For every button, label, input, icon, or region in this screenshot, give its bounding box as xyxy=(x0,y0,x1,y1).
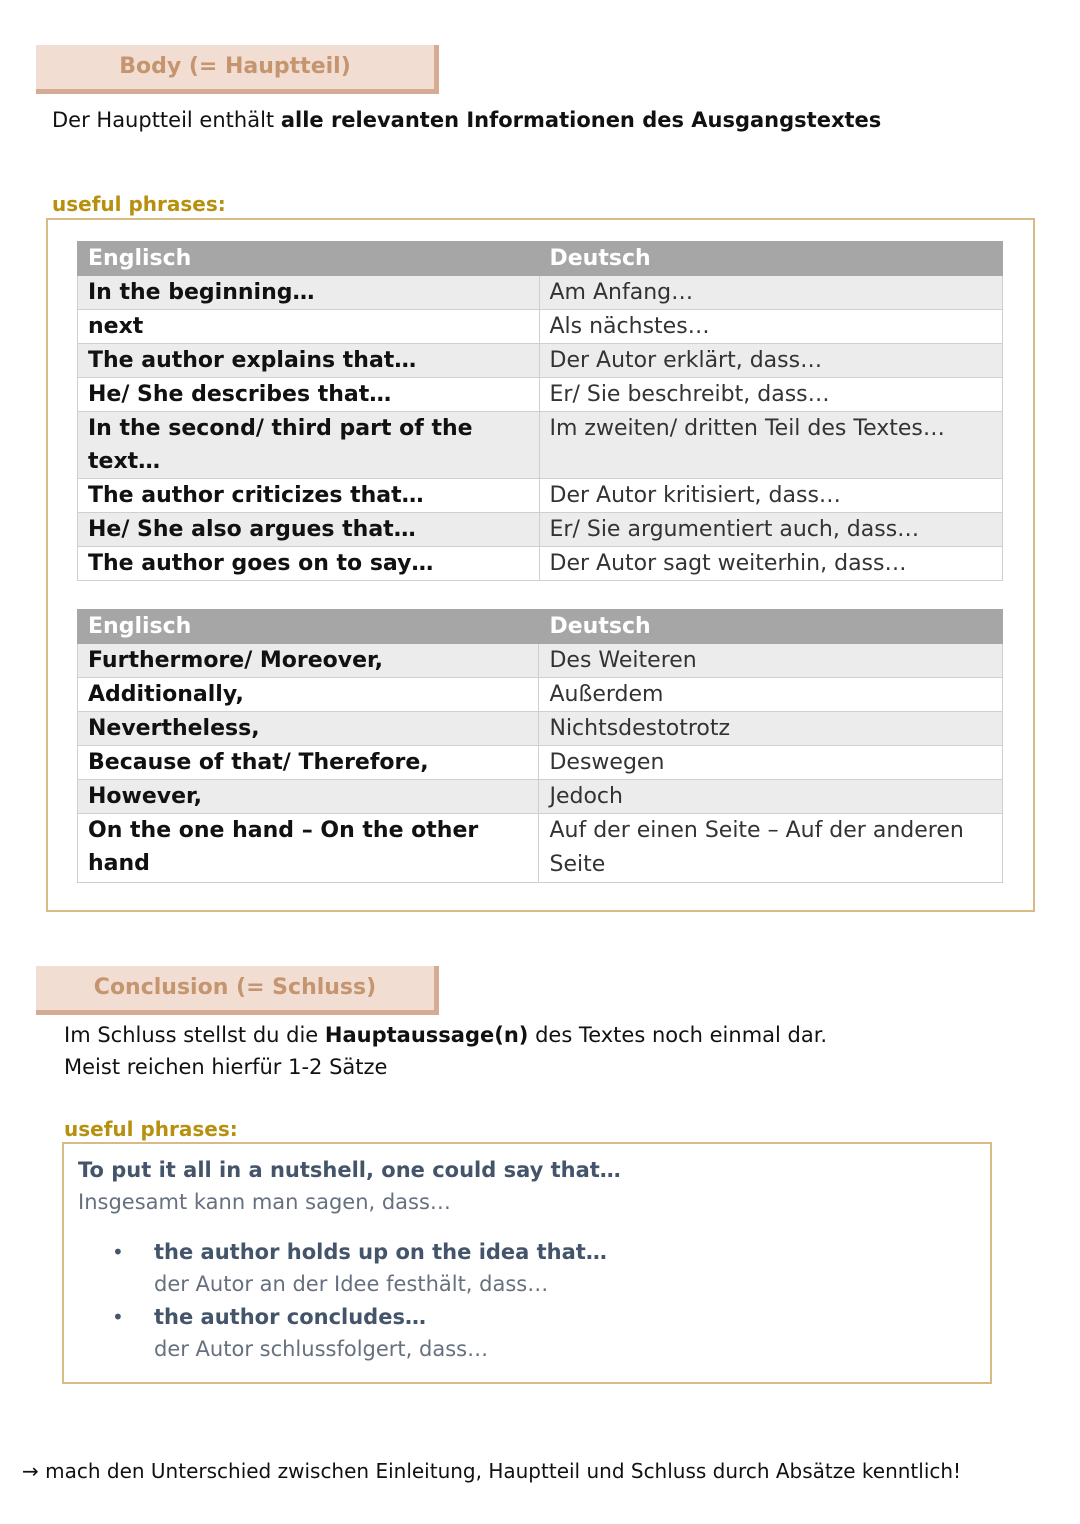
table-row xyxy=(78,678,1003,712)
phrases-table-2 xyxy=(77,609,1003,883)
phrase-german: Im zweiten/ dritten Teil des Textes… xyxy=(539,412,1003,479)
phrase-english: In the beginning… xyxy=(78,276,540,310)
phrase-german: Nichtsdestotrotz xyxy=(539,712,1003,746)
phrases-table-1 xyxy=(77,241,1003,581)
table-row xyxy=(78,746,1003,780)
phrase-english: In the second/ third part of the text… xyxy=(78,412,540,479)
phrase-german: Am Anfang… xyxy=(539,276,1003,310)
bullet-phrase-german: der Autor an der Idee festhält, dass… xyxy=(154,1272,549,1296)
footer-note: → mach den Unterschied zwischen Einleitung, Hauptteil und Schluss durch Absätze kenntlich! xyxy=(22,1459,962,1483)
phrase-german: Jedoch xyxy=(539,780,1003,814)
table-row xyxy=(78,412,1003,479)
conclusion-line-1-bold: Hauptaussage(n) xyxy=(324,1023,529,1047)
table-header-german: Deutsch xyxy=(539,242,1003,276)
phrase-english: Nevertheless, xyxy=(78,712,539,746)
table-header-row xyxy=(78,610,1003,644)
phrase-german: Deswegen xyxy=(539,746,1003,780)
conclusion-line-2: Meist reichen hierfür 1-2 Sätze xyxy=(64,1055,388,1079)
phrase-english: He/ She also argues that… xyxy=(78,513,540,547)
table-header-english: Englisch xyxy=(78,242,540,276)
table-row xyxy=(78,780,1003,814)
table-header-german: Deutsch xyxy=(539,610,1003,644)
table-row xyxy=(78,378,1003,412)
table-header-english: Englisch xyxy=(78,610,539,644)
body-heading: Body (= Hauptteil) xyxy=(36,45,439,94)
phrase-english: The author goes on to say… xyxy=(78,547,540,581)
phrase-german: Er/ Sie argumentiert auch, dass… xyxy=(539,513,1003,547)
main-phrase-german: Insgesamt kann man sagen, dass… xyxy=(78,1190,451,1214)
conclusion-heading: Conclusion (= Schluss) xyxy=(36,966,439,1015)
phrase-german: Der Autor erklärt, dass… xyxy=(539,344,1003,378)
body-intro xyxy=(52,108,881,132)
phrase-german: Außerdem xyxy=(539,678,1003,712)
body-useful-label: useful phrases: xyxy=(52,192,226,216)
table-row xyxy=(78,513,1003,547)
table-row xyxy=(78,276,1003,310)
table-row xyxy=(78,479,1003,513)
phrase-english: Because of that/ Therefore, xyxy=(78,746,539,780)
bullet-phrase-german: der Autor schlussfolgert, dass… xyxy=(154,1337,489,1361)
table-row xyxy=(78,310,1003,344)
phrase-german: Als nächstes… xyxy=(539,310,1003,344)
conclusion-line-1 xyxy=(64,1023,827,1047)
phrase-english: Additionally, xyxy=(78,678,539,712)
phrase-english: However, xyxy=(78,780,539,814)
conclusion-line-1-suffix: des Textes noch einmal dar. xyxy=(528,1023,828,1047)
main-phrase-english: To put it all in a nutshell, one could say that… xyxy=(78,1158,621,1182)
conclusion-useful-label: useful phrases: xyxy=(64,1117,238,1141)
bullet-icon: • xyxy=(112,1305,124,1329)
phrase-english: On the one hand – On the other hand xyxy=(78,814,539,883)
body-intro-prefix: Der Hauptteil enthält xyxy=(52,108,281,132)
phrase-english: Furthermore/ Moreover, xyxy=(78,644,539,678)
bullet-icon: • xyxy=(112,1240,124,1264)
phrase-german: Auf der einen Seite – Auf der anderen Seite xyxy=(539,814,1003,883)
body-intro-bold: alle relevanten Informationen des Ausgangstextes xyxy=(280,108,882,132)
bullet-phrase-english: the author concludes… xyxy=(154,1305,426,1329)
table-header-row xyxy=(78,242,1003,276)
phrase-german: Des Weiteren xyxy=(539,644,1003,678)
table-row xyxy=(78,814,1003,883)
table-row xyxy=(78,712,1003,746)
phrase-english: He/ She describes that… xyxy=(78,378,540,412)
table-row xyxy=(78,644,1003,678)
phrase-english: The author explains that… xyxy=(78,344,540,378)
phrase-german: Er/ Sie beschreibt, dass… xyxy=(539,378,1003,412)
bullet-phrase-english: the author holds up on the idea that… xyxy=(154,1240,607,1264)
table-row xyxy=(78,547,1003,581)
phrase-english: The author criticizes that… xyxy=(78,479,540,513)
phrase-german: Der Autor sagt weiterhin, dass… xyxy=(539,547,1003,581)
conclusion-line-1-prefix: Im Schluss stellst du die xyxy=(64,1023,325,1047)
phrase-english: next xyxy=(78,310,540,344)
phrase-german: Der Autor kritisiert, dass… xyxy=(539,479,1003,513)
table-row xyxy=(78,344,1003,378)
